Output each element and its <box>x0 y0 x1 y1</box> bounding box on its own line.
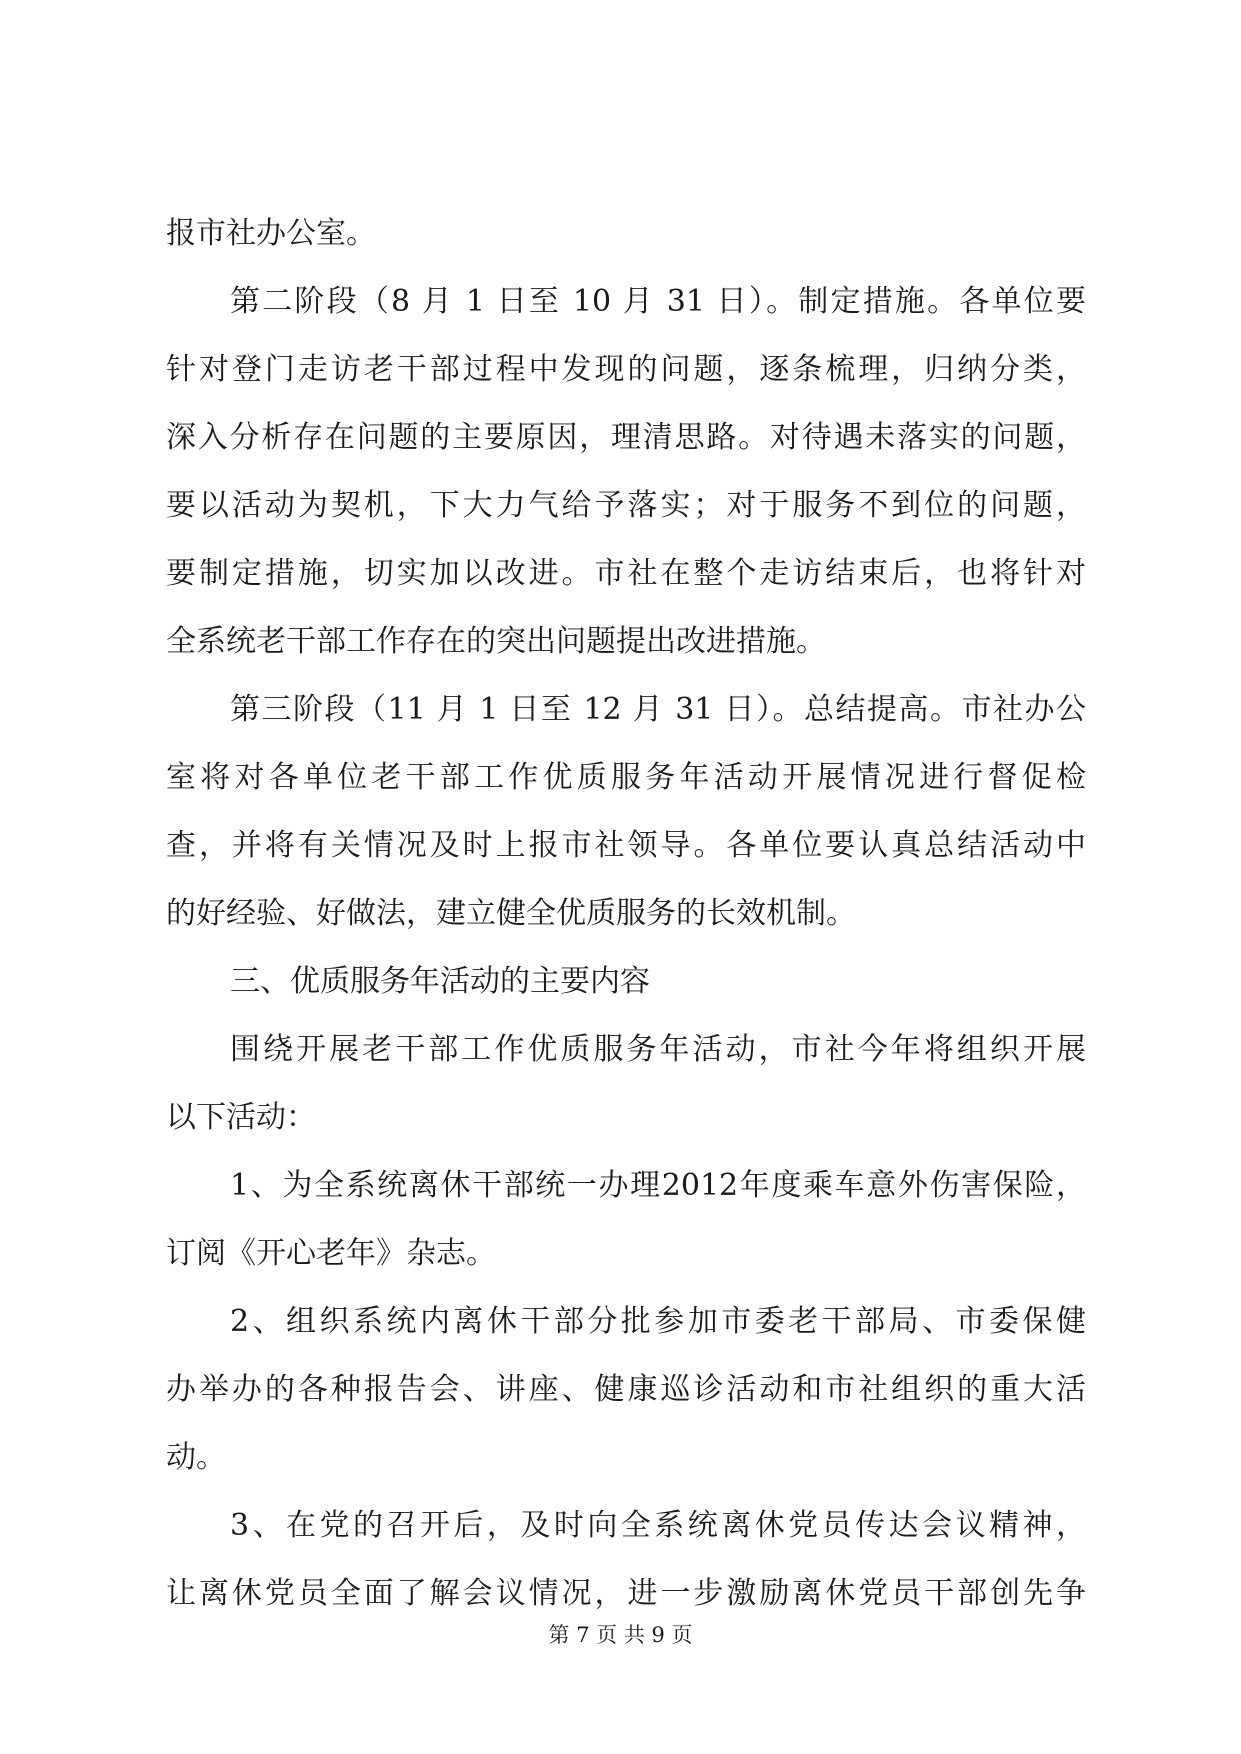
paragraph-p3 <box>166 676 1086 948</box>
text-line: 要制定措施，切实加以改进。市社在整个走访结束后，也将针对 <box>166 556 1086 591</box>
paragraph-p4 <box>166 948 1086 1016</box>
text-line: 围绕开展老干部工作优质服务年活动，市社今年将组织开展 <box>230 1032 1086 1067</box>
text-line: 第三阶段（11 月 1 日至 12 月 31 日）。总结提高。市社办公 <box>230 692 1086 727</box>
paragraph-p8 <box>166 1492 1086 1628</box>
text-line: 让离休党员全面了解会议情况，进一步激励离休党员干部创先争 <box>166 1576 1086 1611</box>
text-line: 1、为全系统离休干部统一办理2012年度乘车意外伤害保险， <box>230 1168 1086 1203</box>
text-line: 全系统老干部工作存在的突出问题提出改进措施。 <box>166 624 826 659</box>
text-line: 以下活动： <box>166 1100 316 1135</box>
paragraph-p2 <box>166 268 1086 676</box>
paragraph-p6 <box>166 1152 1086 1288</box>
text-line: 3、在党的召开后，及时向全系统离休党员传达会议精神， <box>230 1508 1086 1543</box>
text-line: 室将对各单位老干部工作优质服务年活动开展情况进行督促检 <box>166 760 1086 795</box>
text-line: 动。 <box>166 1440 226 1475</box>
text-line: 2、组织系统内离休干部分批参加市委老干部局、市委保健 <box>230 1304 1086 1339</box>
text-line: 第二阶段（8 月 1 日至 10 月 31 日）。制定措施。各单位要 <box>230 284 1086 319</box>
paragraph-p5 <box>166 1016 1086 1152</box>
text-line: 要以活动为契机，下大力气给予落实；对于服务不到位的问题， <box>166 488 1086 523</box>
document-body <box>166 200 1086 1628</box>
text-line: 的好经验、好做法，建立健全优质服务的长效机制。 <box>166 896 856 931</box>
paragraph-p1 <box>166 200 1086 268</box>
text-line: 深入分析存在问题的主要原因，理清思路。对待遇未落实的问题， <box>166 420 1086 455</box>
text-line: 办举办的各种报告会、讲座、健康巡诊活动和市社组织的重大活 <box>166 1372 1086 1407</box>
text-line: 查，并将有关情况及时上报市社领导。各单位要认真总结活动中 <box>166 828 1086 863</box>
page-footer: 第 7 页 共 9 页 <box>548 1623 693 1647</box>
paragraph-p7 <box>166 1288 1086 1492</box>
text-line: 针对登门走访老干部过程中发现的问题，逐条梳理，归纳分类， <box>166 352 1086 387</box>
text-line: 三、优质服务年活动的主要内容 <box>230 964 650 999</box>
text-line: 订阅《开心老年》杂志。 <box>166 1236 496 1271</box>
text-line: 报市社办公室。 <box>166 216 376 251</box>
